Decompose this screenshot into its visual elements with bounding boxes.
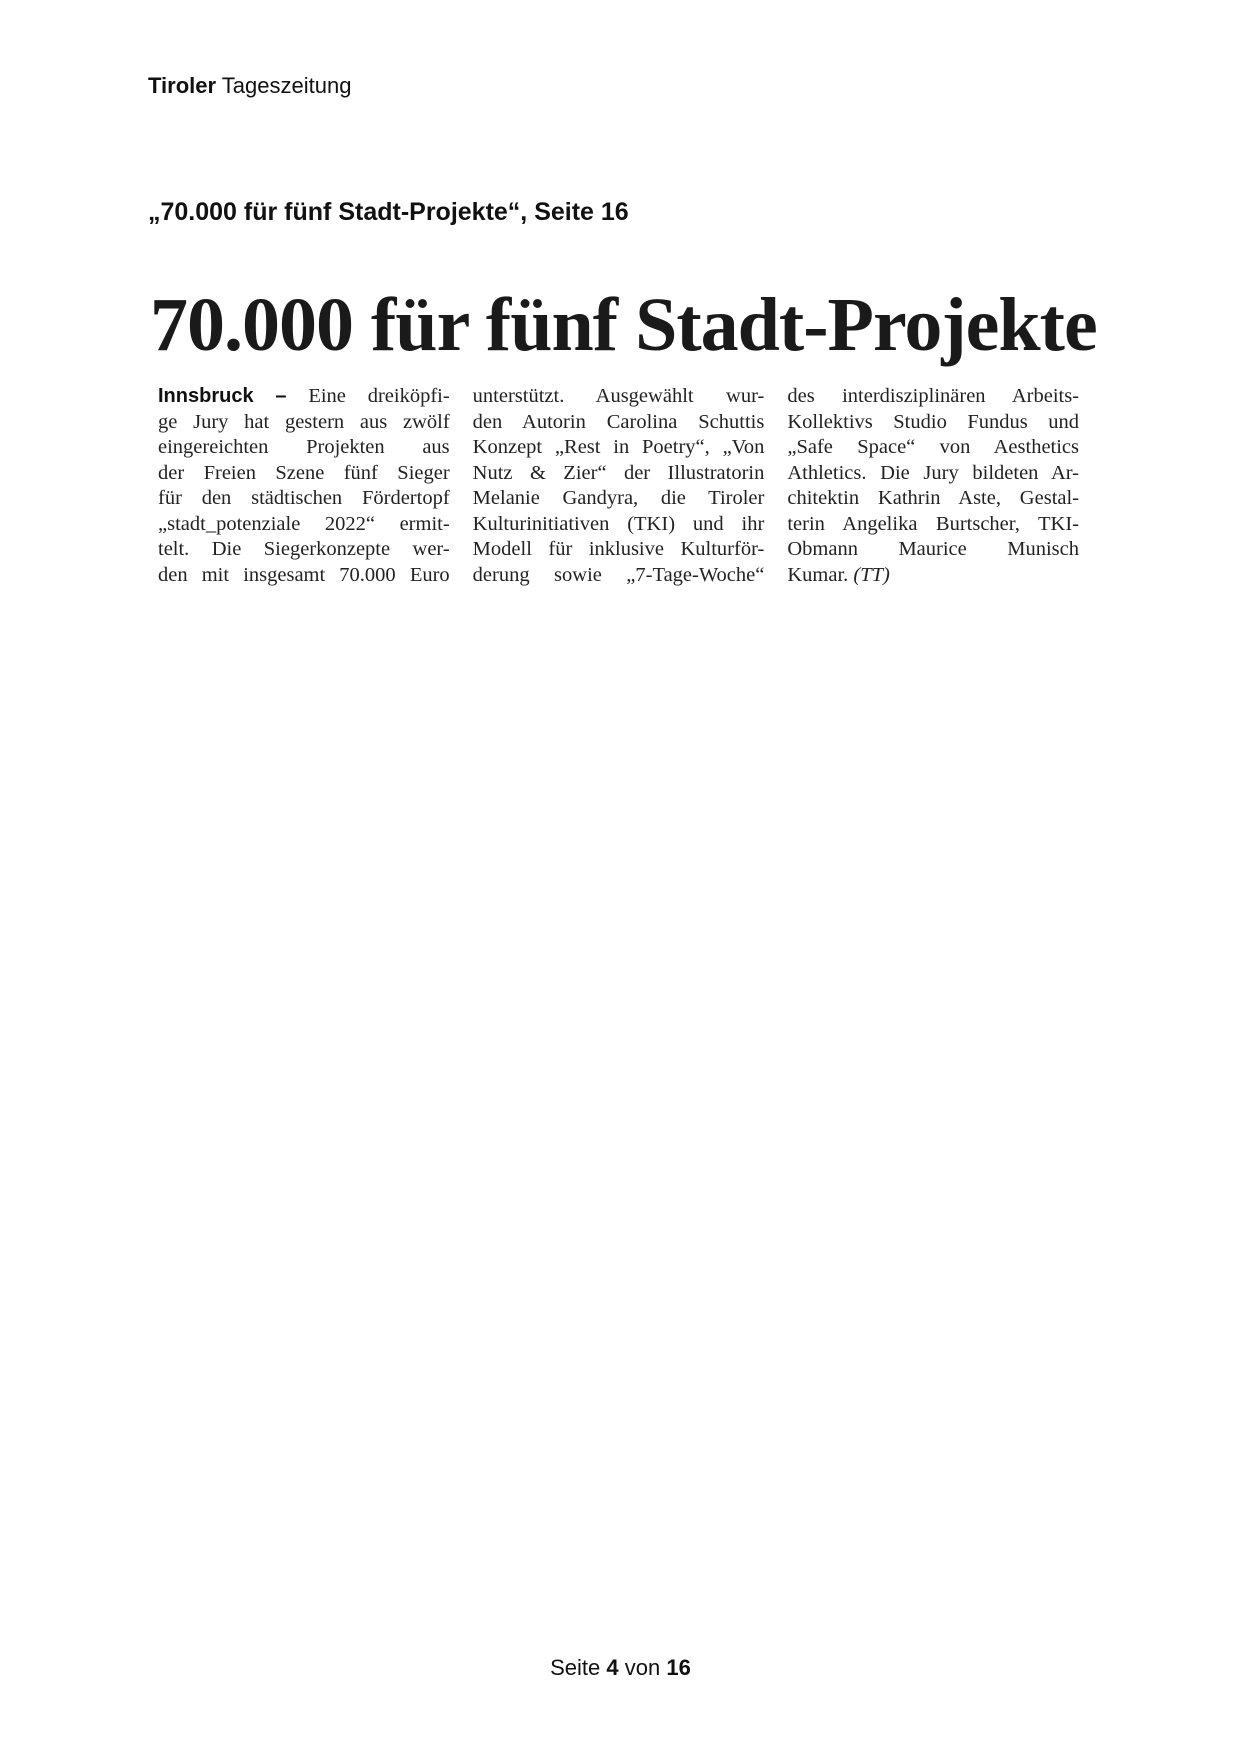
article-line: ge Jury hat gestern aus zwölf: [158, 410, 450, 433]
page-of-label: von: [624, 1655, 661, 1680]
article-line: derung sowie „7-Tage-Woche“: [472, 563, 765, 586]
article-line: Melanie Gandyra, die Tiroler: [472, 487, 765, 509]
article-line-text: Eine dreiköpfi-: [308, 385, 450, 407]
article-line: [158, 384, 450, 410]
article-reference: „70.000 für fünf Stadt-Projekte“, Seite 16: [148, 198, 629, 226]
article-line: eingereichten Projekten aus: [158, 436, 450, 458]
page-current: 4: [606, 1655, 619, 1680]
page-total: 16: [666, 1655, 691, 1680]
article-body: [158, 384, 1079, 588]
article-line: der Freien Szene fünf Sieger: [158, 461, 450, 484]
dateline: Innsbruck: [158, 385, 254, 407]
article-line: [787, 563, 1079, 589]
article-line: Nutz & Zier“ der Illustratorin: [472, 461, 765, 484]
page-number: [0, 1655, 1241, 1681]
article-line: den mit insgesamt 70.000 Euro: [158, 563, 450, 586]
article-column-3: [787, 384, 1079, 588]
article-column-2: [473, 384, 765, 588]
article-headline: 70.000 für fünf Stadt-Projekte: [150, 283, 1097, 367]
article-line: für den städtischen Fördertopf: [158, 487, 450, 509]
article-line-text: Kumar.: [787, 563, 849, 586]
article-line: Kollektivs Studio Fundus und: [787, 410, 1080, 433]
article-line: Obmann Maurice Munisch: [787, 538, 1080, 560]
publication-name-regular: Tageszeitung: [221, 73, 352, 98]
article-line: chitektin Kathrin Aste, Gestal-: [787, 487, 1080, 509]
article-line: „stadt_potenziale 2022“ ermit-: [158, 512, 450, 535]
article-line: „Safe Space“ von Aesthetics: [787, 436, 1080, 458]
article-line: des interdisziplinären Arbeits-: [787, 385, 1080, 407]
article-line: Athletics. Die Jury bildeten Ar-: [787, 461, 1080, 484]
article-line: Modell für inklusive Kulturför-: [472, 538, 765, 560]
publication-name-bold: Tiroler: [148, 73, 217, 98]
page-label: Seite: [550, 1655, 601, 1680]
publication-name: [148, 73, 351, 99]
article-line: telt. Die Siegerkonzepte wer-: [158, 538, 450, 560]
article-line: den Autorin Carolina Schuttis: [472, 410, 765, 433]
dateline-dash: –: [275, 385, 287, 407]
article-credit: (TT): [853, 563, 890, 586]
article-line: Konzept „Rest in Poetry“, „Von: [472, 436, 765, 458]
article-column-1: [158, 384, 450, 588]
article-line: terin Angelika Burtscher, TKI-: [787, 512, 1080, 535]
article-line: unterstützt. Ausgewählt wur-: [472, 385, 765, 407]
article-line: Kulturinitiativen (TKI) und ihr: [472, 512, 765, 535]
